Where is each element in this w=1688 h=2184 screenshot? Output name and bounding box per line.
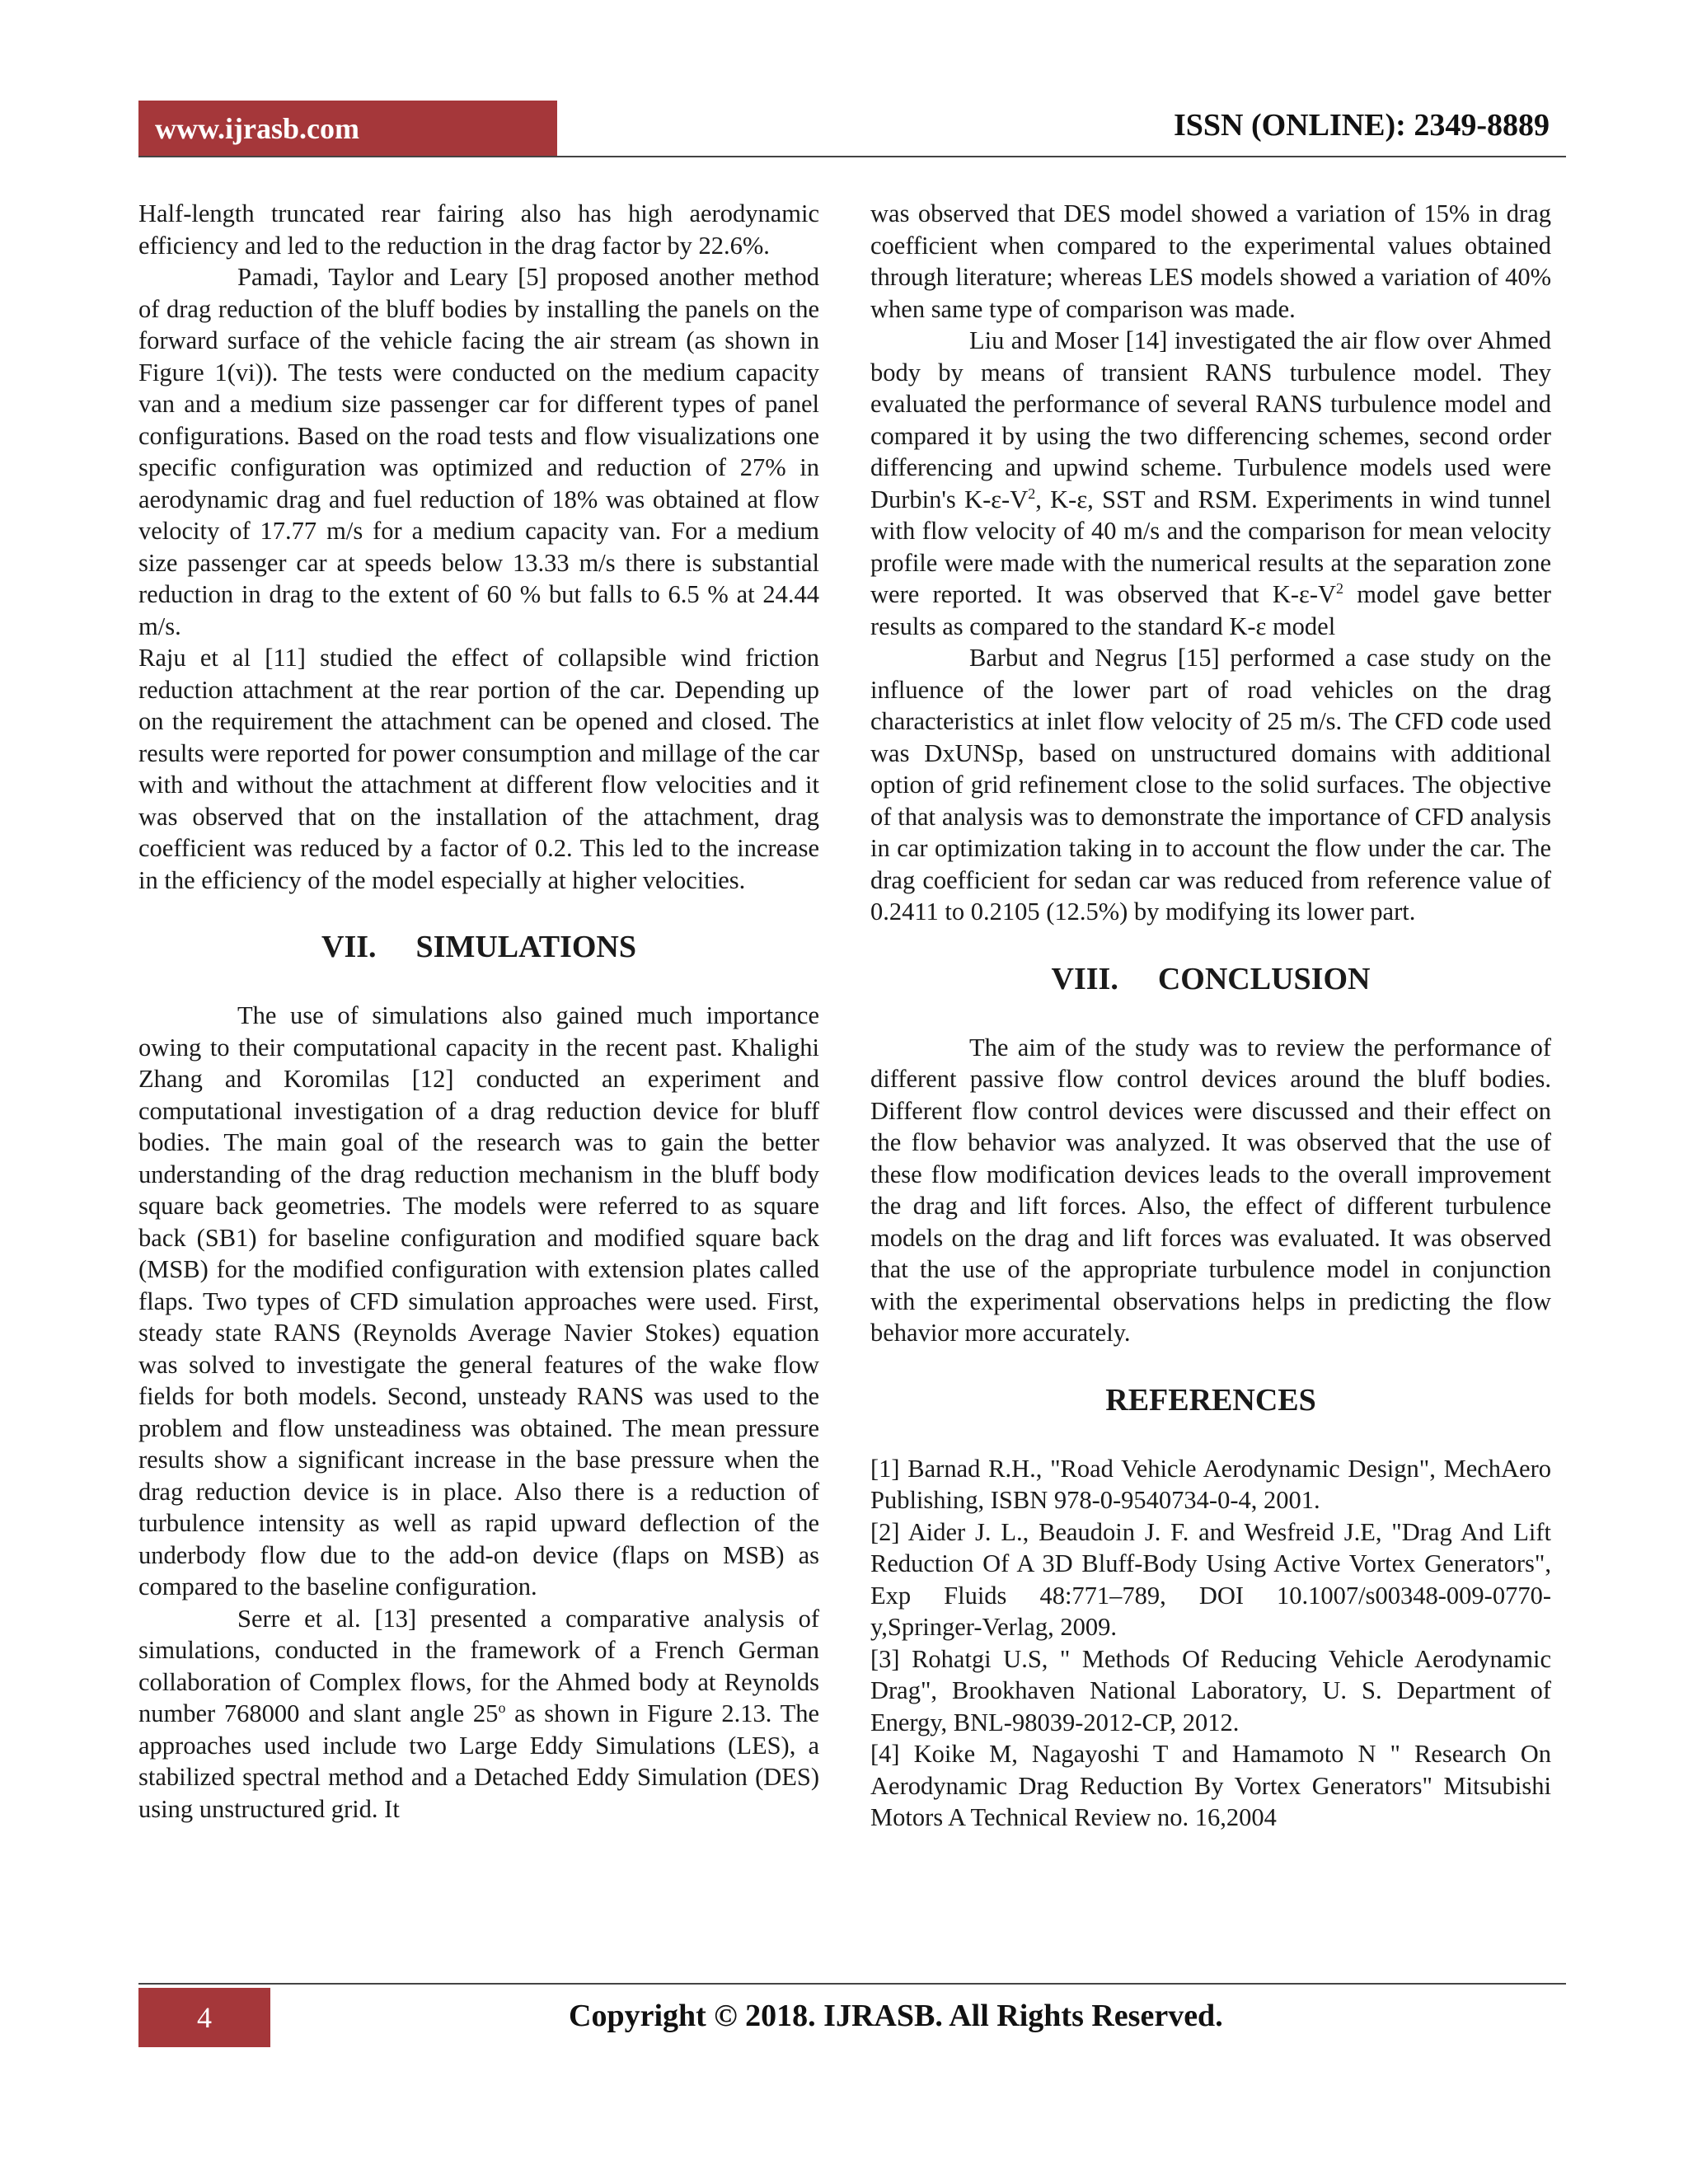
website-url[interactable]: www.ijrasb.com [155,112,359,145]
reference-item: [2] Aider J. L., Beaudoin J. F. and Wesfreid J.E, "Drag And Lift Reduction Of A 3D Bluff-Body Using Active Vortex Generators", Exp Fluids 48:771–789, DOI 10.1007/s00348-009-0770-y,Springer-Verlag, 2009. [870,1517,1551,1641]
header-divider [138,156,1566,157]
page-number-box [138,1988,270,2047]
reference-item: [3] Rohatgi U.S, " Methods Of Reducing Vehicle Aerodynamic Drag", Brookhaven National Laboratory, U. S. Department of Energy, BNL-98039-2012-CP, 2012. [870,1644,1551,1736]
paragraph-fairing: Half-length truncated rear fairing also has high aerodynamic efficiency and led to the reduction in the drag factor by 22.6%. [138,199,819,260]
left-column [138,198,819,1825]
copyright-notice: Copyright © 2018. IJRASB. All Rights Reserved. [569,1999,1223,2033]
paragraph-serre: Serre et al. [13] presented a comparative analysis of simulations, conducted in the framework of a French German collaboration of Complex flows, for the Ahmed body at Reynolds number 768000 and slant angle 25$^o$ as shown in Figure 2.13. The approaches used include two Large Eddy Simulations (LES), a stabilized spectral method and a Detached Eddy Simulation (DES) using unstructured grid. It [138,1604,819,1823]
section-heading-simulations [138,929,819,965]
paragraph-conclusion: The aim of the study was to review the performance of different passive flow control devices around the bluff bodies. Different flow control devices were discussed and their effect on the flow behavior was analyzed. It was observed that the use of these flow modification devices leads to the overall improvement the drag and lift forces. Also, the effect of different turbulence models on the drag and lift forces was evaluated. It was observed that the use of the appropriate turbulence model in conjunction with the experimental observations helps in predicting the flow behavior more accurately. [870,1033,1551,1347]
section-title: CONCLUSION [1157,961,1371,996]
website-banner[interactable] [138,101,557,157]
section-number: VIII. [1051,961,1118,996]
reference-item: [4] Koike M, Nagayoshi T and Hamamoto N " Research On Aerodynamic Drag Reduction By Vortex Generators" Mitsubishi Motors A Technical Review no. 16,2004 [870,1740,1551,1831]
paragraph-liu: Liu and Moser [14] investigated the air flow over Ahmed body by means of transient RANS turbulence model. They evaluated the performance of several RANS turbulence model and compared it by using the two differencing schemes, second order differencing and upwind scheme. Turbulence models used were Durbin's $K-\varepsilon-V^2$, K-ε, SST and RSM. Experiments in wind tunnel with flow velocity of 40 m/s and the comparison for mean velocity profile were made with the numerical results at the separation zone were reported. It was observed that $K-\varepsilon-V^2$ model gave better results as compared to the standard K-ε model [870,326,1551,640]
reference-item: [1] Barnad R.H., "Road Vehicle Aerodynamic Design", MechAero Publishing, ISBN 978-0-9540734-0-4, 2001. [870,1454,1551,1514]
page-number: 4 [197,2001,212,2034]
paragraph-pamadi: Pamadi, Taylor and Leary [5] proposed another method of drag reduction of the bluff bodies by installing the panels on the forward surface of the vehicle facing the air stream (as shown in Figure 1(vi)). The tests were conducted on the medium capacity van and a medium size passenger car for different types of panel configurations. Based on the road tests and flow visualizations one specific configuration was optimized and reduction of 27% in aerodynamic drag and fuel reduction of 18% was obtained at flow velocity of 17.77 m/s for a medium capacity van. For a medium size passenger car at speeds below 13.33 m/s there is substantial reduction in drag to the extent of 60 % but falls to 6.5 % at 24.44 m/s. [138,263,819,640]
right-column [870,198,1551,1834]
section-heading-references [870,1382,1551,1418]
section-title: SIMULATIONS [415,930,636,964]
footer-divider [138,1983,1566,1985]
section-heading-conclusion [870,961,1551,997]
section-title: REFERENCES [1105,1382,1316,1418]
paragraph-khalighi: The use of simulations also gained much importance owing to their computational capacity in the recent past. Khalighi Zhang and Koromilas [12] conducted an experiment and computational investigation of a drag reduction device for bluff bodies. The main goal of the research was to gain the better understanding of the drag reduction mechanism in the bluff body square back geometries. The models were referred to as square back (SB1) for baseline configuration and modified square back (MSB) for the modified configuration with extension plates called flaps. Two types of CFD simulation approaches were used. First, steady state RANS (Reynolds Average Navier Stokes) equation was solved to investigate the general features of the wake flow fields for both models. Second, unsteady RANS was used to the problem and flow unsteadiness was obtained. The mean pressure results show a significant increase in the base pressure when the drag reduction device is in place. Also there is a reduction of turbulence intensity as well as rapid upward deflection of the underbody flow due to the add-on device (flaps on MSB) as compared to the baseline configuration. [138,1001,819,1601]
paragraph-des: was observed that DES model showed a variation of 15% in drag coefficient when compared to the experimental values obtained through literature; whereas LES models showed a variation of 40% when same type of comparison was made. [870,199,1551,323]
paragraph-raju: Raju et al [11] studied the effect of collapsible wind friction reduction attachment at the rear portion of the car. Depending up on the requirement the attachment can be opened and closed. The results were reported for power consumption and millage of the car with and without the attachment at different flow velocities and it was observed that on the installation of the attachment, drag coefficient was reduced by a factor of 0.2. This led to the increase in the efficiency of the model especially at higher velocities. [138,644,819,894]
paragraph-barbut: Barbut and Negrus [15] performed a case study on the influence of the lower part of road vehicles on the drag characteristics at inlet flow velocity of 25 m/s. The CFD code used was DxUNSp, based on unstructured domains with additional option of grid refinement close to the solid surfaces. The objective of that analysis was to demonstrate the importance of CFD analysis in car optimization taking in to account the flow under the car. The drag coefficient for sedan car was reduced from reference value of 0.2411 to 0.2105 (12.5%) by modifying its lower part. [870,644,1551,926]
section-number: VII. [321,930,377,964]
issn-label: ISSN (ONLINE): 2349-8889 [1173,108,1550,143]
